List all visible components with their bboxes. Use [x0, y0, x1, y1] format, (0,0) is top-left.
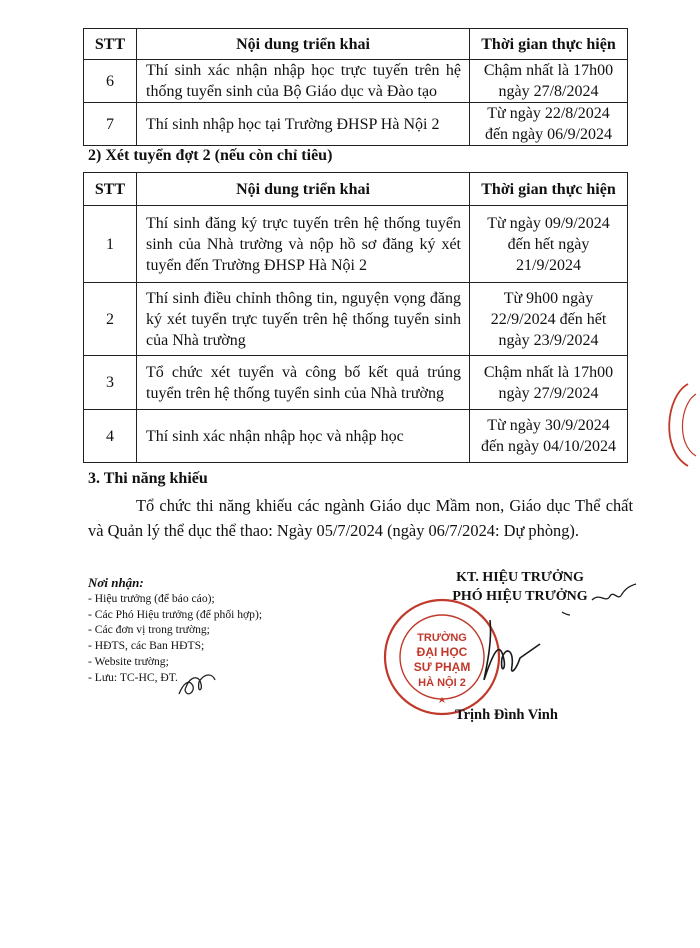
col-header-content: Nội dung triển khai — [137, 29, 470, 60]
row-time — [470, 60, 628, 103]
row-stt: 6 — [84, 60, 137, 103]
page-seal-fragment — [648, 380, 700, 470]
row-stt: 4 — [84, 410, 137, 463]
time-line: Từ 9h00 ngày — [503, 289, 594, 307]
row-stt: 2 — [84, 283, 137, 356]
table-header-row — [84, 29, 628, 60]
recipient-item: - Lưu: TC-HC, ĐT. — [88, 670, 178, 684]
row-time — [470, 206, 628, 283]
time-line: đến ngày 04/10/2024 — [480, 438, 617, 455]
table-row — [84, 283, 628, 356]
row-content: Thí sinh điều chỉnh thông tin, nguyện vọng đăng ký xét tuyển trực tuyến trên hệ thống tuyển sinh của Nhà trường — [137, 283, 470, 356]
row-content: Thí sinh xác nhận nhập học trực tuyến trên hệ thống tuyển sinh của Bộ Giáo dục và Đào tạo — [137, 60, 470, 103]
recipient-item: - Website trường; — [88, 654, 169, 668]
signer-name: Trịnh Đình Vinh — [455, 707, 558, 723]
recipient-item: - Các đơn vị trong trường; — [88, 623, 210, 637]
col-header-content: Nội dung triển khai — [137, 173, 470, 206]
handwritten-signature — [470, 610, 570, 690]
time-line: Từ ngày 30/9/2024 — [487, 417, 610, 434]
col-header-stt: STT — [84, 173, 137, 206]
row-content: Thí sinh đăng ký trực tuyến trên hệ thống tuyển sinh của Nhà trường và nộp hồ sơ đăng ký xét tuyển đến Trường ĐHSP Hà Nội 2 — [137, 206, 470, 283]
row-content: Tổ chức xét tuyển và công bố kết quả trúng tuyển trên hệ thống tuyển sinh của Nhà trường — [137, 356, 470, 410]
time-line: ngày 27/8/2024 — [498, 83, 599, 100]
time-line: ngày 27/9/2024 — [498, 384, 599, 402]
recipient-item: - HĐTS, các Ban HĐTS; — [88, 639, 205, 653]
row-time — [470, 283, 628, 356]
table-row — [84, 410, 628, 463]
admission-round1-table — [83, 28, 628, 146]
time-line: Chậm nhất là 17h00 — [483, 363, 614, 381]
section2-heading: 2) Xét tuyển đợt 2 (nếu còn chỉ tiêu) — [88, 147, 333, 164]
signature-title-line2: PHÓ HIỆU TRƯỞNG — [452, 589, 588, 604]
row-stt: 7 — [84, 103, 137, 146]
table-header-row — [84, 173, 628, 206]
col-header-time: Thời gian thực hiện — [470, 173, 628, 206]
stamp-text-line3: SƯ PHẠM — [413, 660, 471, 674]
time-line: Chậm nhất là 17h00 — [483, 62, 614, 79]
time-line: 22/9/2024 đến hết — [490, 310, 607, 328]
row-time — [470, 356, 628, 410]
stamp-star-icon — [439, 697, 445, 703]
section3-paragraph: Tổ chức thi năng khiếu các ngành Giáo dục Mầm non, Giáo dục Thể chất và Quản lý thể dục thể thao: Ngày 05/7/2024 (ngày 06/7/2024: Dự phòng). — [88, 496, 633, 540]
recipient-item: - Hiệu trưởng (để báo cáo); — [88, 591, 215, 605]
row-content: Thí sinh nhập học tại Trường ĐHSP Hà Nội 2 — [137, 103, 470, 146]
time-line: Từ ngày 09/9/2024 — [487, 214, 610, 232]
row-content: Thí sinh xác nhận nhập học và nhập học — [137, 410, 470, 463]
time-line: ngày 23/9/2024 — [498, 331, 599, 349]
table-row — [84, 206, 628, 283]
signature-flourish — [590, 582, 640, 612]
time-line: đến hết ngày — [507, 235, 590, 253]
stamp-text-line4: HÀ NỘI 2 — [418, 677, 466, 689]
stamp-text-line1: TRƯỜNG — [417, 632, 467, 644]
recipients-title: Nơi nhận: — [88, 575, 144, 590]
stamp-text-line2: ĐẠI HỌC — [416, 645, 468, 659]
section3-heading: 3. Thi năng khiếu — [88, 470, 208, 487]
row-time — [470, 103, 628, 146]
row-time — [470, 410, 628, 463]
time-line: đến ngày 06/9/2024 — [484, 126, 613, 143]
initials-signature — [175, 664, 221, 704]
admission-round2-table — [83, 172, 628, 463]
table-row — [84, 60, 628, 103]
table-row — [84, 103, 628, 146]
signature-title-line1: KT. HIỆU TRƯỞNG — [456, 570, 584, 585]
time-line: 21/9/2024 — [516, 256, 581, 274]
time-line: Từ ngày 22/8/2024 — [487, 105, 610, 122]
col-header-stt: STT — [84, 29, 137, 60]
row-stt: 1 — [84, 206, 137, 283]
row-stt: 3 — [84, 356, 137, 410]
recipient-item: - Các Phó Hiệu trưởng (để phối hợp); — [88, 607, 263, 621]
col-header-time: Thời gian thực hiện — [470, 29, 628, 60]
table-row — [84, 356, 628, 410]
